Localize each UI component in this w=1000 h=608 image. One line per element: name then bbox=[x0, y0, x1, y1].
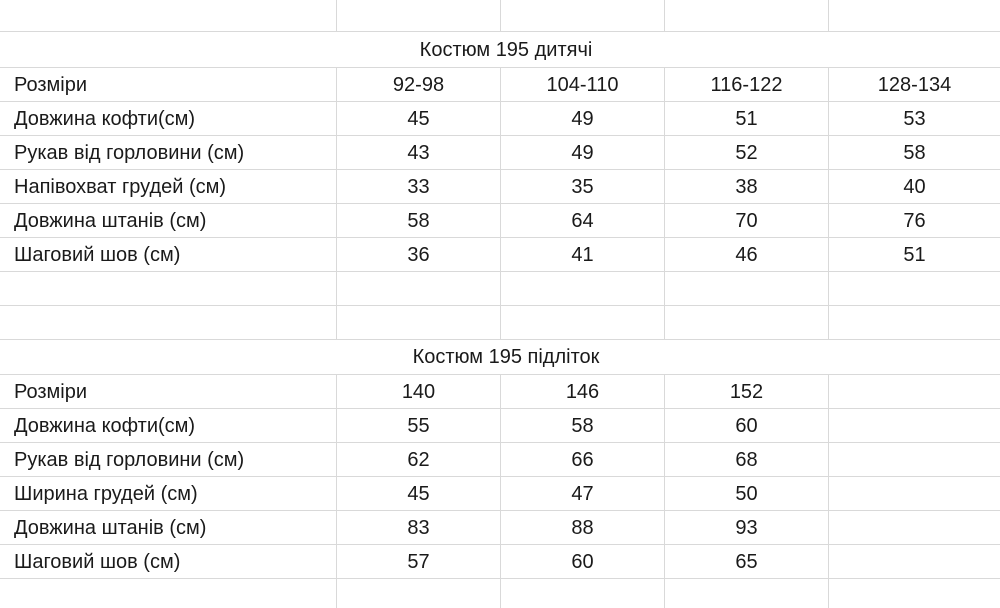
row-label-cell[interactable]: Рукав від горловини (см) bbox=[0, 136, 337, 169]
value-cell[interactable]: 47 bbox=[501, 477, 665, 510]
value-cell[interactable]: 57 bbox=[337, 545, 501, 578]
value-cell[interactable]: 68 bbox=[665, 443, 829, 476]
row-label-cell[interactable]: Довжина кофти(см) bbox=[0, 102, 337, 135]
value-cell[interactable]: 64 bbox=[501, 204, 665, 237]
cell[interactable] bbox=[0, 579, 337, 608]
value-cell[interactable]: 76 bbox=[903, 209, 926, 232]
row-label-cell[interactable]: Довжина штанів (см) bbox=[0, 511, 337, 544]
table-row bbox=[0, 204, 1000, 238]
row-label-cell[interactable]: Шаговий шов (см) bbox=[0, 238, 337, 271]
value-cell[interactable]: 58 bbox=[501, 409, 665, 442]
size-cell[interactable]: 140 bbox=[337, 375, 501, 408]
size-cell[interactable]: 92-98 bbox=[337, 68, 501, 101]
value-cell[interactable]: 53 bbox=[903, 107, 926, 130]
value-cell[interactable]: 58 bbox=[903, 141, 926, 164]
table-row bbox=[0, 443, 1000, 477]
cell[interactable] bbox=[665, 0, 829, 31]
size-cell[interactable]: 128-134 bbox=[877, 73, 952, 96]
table-row bbox=[0, 511, 1000, 545]
value-cell[interactable] bbox=[829, 477, 1000, 510]
header-label-cell[interactable]: Розміри bbox=[0, 375, 337, 408]
row-label-cell[interactable]: Довжина кофти(см) bbox=[0, 409, 337, 442]
cell[interactable] bbox=[0, 0, 337, 31]
size-cell[interactable]: 116-122 bbox=[665, 68, 829, 101]
empty-row bbox=[0, 272, 1000, 306]
cell[interactable] bbox=[829, 579, 1000, 608]
size-cell[interactable]: 152 bbox=[665, 375, 829, 408]
value-cell[interactable]: 51 bbox=[665, 102, 829, 135]
size-header-row bbox=[0, 68, 1000, 102]
size-cell[interactable]: 104-110 bbox=[501, 68, 665, 101]
value-cell[interactable]: 52 bbox=[665, 136, 829, 169]
empty-row bbox=[0, 579, 1000, 608]
value-cell[interactable] bbox=[829, 511, 1000, 544]
value-cell[interactable] bbox=[829, 443, 1000, 476]
value-cell[interactable]: 66 bbox=[501, 443, 665, 476]
cell[interactable] bbox=[0, 306, 337, 339]
empty-row bbox=[0, 0, 1000, 32]
cell[interactable] bbox=[0, 272, 337, 305]
cell[interactable] bbox=[337, 0, 501, 31]
value-cell[interactable]: 49 bbox=[501, 102, 665, 135]
cell[interactable] bbox=[665, 579, 829, 608]
table-row bbox=[0, 545, 1000, 579]
table-row bbox=[0, 102, 1000, 136]
cell[interactable] bbox=[501, 0, 665, 31]
table-title-cell[interactable] bbox=[0, 340, 1000, 374]
value-cell[interactable]: 83 bbox=[337, 511, 501, 544]
value-cell[interactable]: 58 bbox=[337, 204, 501, 237]
value-cell[interactable]: 70 bbox=[665, 204, 829, 237]
cell[interactable] bbox=[501, 306, 665, 339]
cell[interactable] bbox=[665, 272, 829, 305]
table-title-row bbox=[0, 32, 1000, 68]
table-title: Костюм 195 дитячі bbox=[419, 38, 593, 61]
value-cell[interactable]: 50 bbox=[665, 477, 829, 510]
value-cell[interactable]: 40 bbox=[903, 175, 926, 198]
header-label-cell[interactable]: Розміри bbox=[0, 68, 337, 101]
table-row bbox=[0, 238, 1000, 272]
value-cell[interactable]: 45 bbox=[337, 102, 501, 135]
size-cell[interactable]: 146 bbox=[501, 375, 665, 408]
cell[interactable] bbox=[501, 272, 665, 305]
cell[interactable] bbox=[337, 306, 501, 339]
value-cell[interactable]: 41 bbox=[501, 238, 665, 271]
value-cell[interactable]: 55 bbox=[337, 409, 501, 442]
value-cell[interactable]: 65 bbox=[665, 545, 829, 578]
row-label-cell[interactable]: Довжина штанів (см) bbox=[0, 204, 337, 237]
row-label-cell[interactable]: Ширина грудей (см) bbox=[0, 477, 337, 510]
cell[interactable] bbox=[501, 579, 665, 608]
size-header-row bbox=[0, 375, 1000, 409]
table-title-row bbox=[0, 340, 1000, 375]
table-row bbox=[0, 170, 1000, 204]
cell[interactable] bbox=[829, 272, 1000, 305]
value-cell[interactable] bbox=[829, 409, 1000, 442]
value-cell[interactable]: 45 bbox=[337, 477, 501, 510]
row-label-cell[interactable]: Шаговий шов (см) bbox=[0, 545, 337, 578]
table-row bbox=[0, 136, 1000, 170]
cell[interactable] bbox=[337, 272, 501, 305]
table-title-cell[interactable] bbox=[0, 32, 1000, 67]
row-label-cell[interactable]: Напівохват грудей (см) bbox=[0, 170, 337, 203]
table-row bbox=[0, 477, 1000, 511]
value-cell[interactable]: 46 bbox=[665, 238, 829, 271]
value-cell[interactable]: 51 bbox=[903, 243, 926, 266]
value-cell[interactable]: 43 bbox=[337, 136, 501, 169]
value-cell[interactable]: 88 bbox=[501, 511, 665, 544]
table-row bbox=[0, 409, 1000, 443]
value-cell[interactable]: 35 bbox=[501, 170, 665, 203]
cell[interactable] bbox=[829, 306, 1000, 339]
size-cell[interactable] bbox=[829, 375, 1000, 408]
value-cell[interactable]: 36 bbox=[337, 238, 501, 271]
empty-row bbox=[0, 306, 1000, 340]
cell[interactable] bbox=[337, 579, 501, 608]
value-cell[interactable]: 93 bbox=[665, 511, 829, 544]
table-title: Костюм 195 підліток bbox=[412, 346, 600, 368]
value-cell[interactable] bbox=[829, 545, 1000, 578]
value-cell[interactable]: 62 bbox=[337, 443, 501, 476]
cell[interactable] bbox=[665, 306, 829, 339]
value-cell[interactable]: 38 bbox=[665, 170, 829, 203]
value-cell[interactable]: 60 bbox=[665, 409, 829, 442]
row-label-cell[interactable]: Рукав від горловини (см) bbox=[0, 443, 337, 476]
cell[interactable] bbox=[829, 0, 1000, 31]
value-cell[interactable]: 60 bbox=[501, 545, 665, 578]
value-cell[interactable]: 33 bbox=[337, 170, 501, 203]
value-cell[interactable]: 49 bbox=[501, 136, 665, 169]
